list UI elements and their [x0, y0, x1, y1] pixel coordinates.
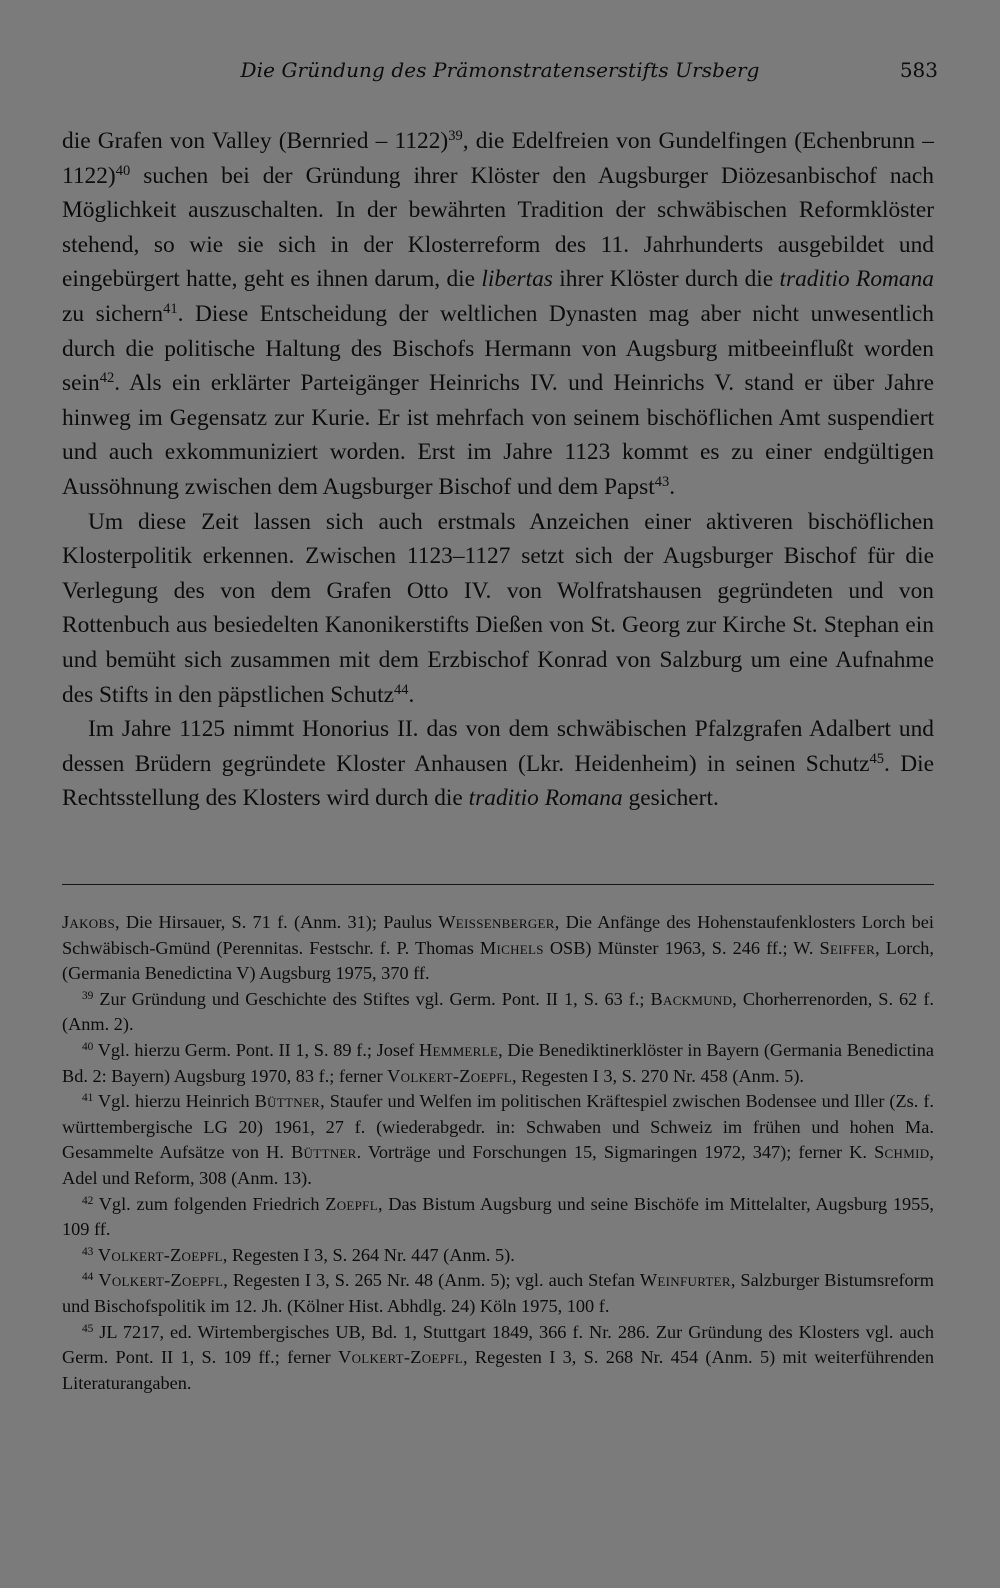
text-run: suchen bei der Gründung ihrer Klöster den Augsburger Diözesanbischof nach Möglichkeit auszuschalten. In der bewährten Tradition der schwäbischen Reformklöster stehend, so wie sie sich in der Klosterreform des 11. Jahrhunderts ausgebildet und eingebürgert hatte, geht es ihnen darum, die: [62, 162, 934, 293]
text-run: Vgl. zum folgenden Friedrich: [93, 1193, 326, 1214]
text-run: gesichert.: [622, 785, 719, 812]
italic-term: traditio Romana: [779, 266, 934, 293]
text-run: Vgl. hierzu Heinrich: [93, 1091, 255, 1112]
footnote-41: [62, 1089, 934, 1191]
text-run: , Regesten I 3, S. 270 Nr. 458 (Anm. 5).: [512, 1065, 804, 1086]
text-run: Vgl. hierzu Germ. Pont. II 1, S. 89 f.; Josef: [93, 1039, 419, 1060]
paragraph: [62, 712, 934, 816]
footnote-number: 43: [82, 1245, 94, 1258]
text-run: . Die Rechtsstellung des Klosters wird durch die: [62, 750, 934, 812]
text-run: , Die Benediktinerklöster in Bayern (Germania Benedictina Bd. 2: Bayern) Augsburg 1970, 83 f.; ferner: [62, 1039, 934, 1086]
footnote-ref-41[interactable]: 41: [163, 301, 178, 317]
footnote-separator: [62, 884, 934, 885]
running-head: [62, 58, 938, 88]
text-run: , Regesten I 3, S. 268 Nr. 454 (Anm. 5) mit weiterführenden Literaturangaben.: [62, 1347, 935, 1393]
footnote-ref-40[interactable]: 40: [115, 162, 131, 179]
running-title: Die Gründung des Prämonstratenserstifts Ursberg: [240, 58, 760, 82]
text-run: .: [408, 681, 415, 708]
footnote-ref-44[interactable]: 44: [393, 681, 409, 698]
author-name: Michels: [479, 937, 544, 958]
text-run: .: [669, 473, 676, 500]
text-run: zu sichern: [62, 300, 164, 327]
text-run: JL 7217, ed. Wirtembergisches UB, Bd. 1, Stuttgart 1849, 366 f. Nr. 286. Zur Gründung des Klosters vgl. auch Germ. Pont. II 1, S. 109 ff.; ferner: [62, 1321, 934, 1368]
text-run: , Adel und Reform, 308 (Anm. 13).: [62, 1142, 934, 1188]
author-name: Volkert-Zoepfl: [338, 1347, 463, 1368]
author-name: Büttner: [254, 1091, 321, 1112]
text-run: . Diese Entscheidung der weltlichen Dynasten mag aber nicht unwesentlich durch die politische Haltung des Bischofs Hermann von Augsburg mitbeeinflußt worden sein: [62, 300, 934, 397]
text-run: , Die Anfänge des Hohenstaufenklosters Lorch bei Schwäbisch-Gmünd (Perennitas. Festschr. f. P. Thomas: [62, 912, 934, 958]
author-name: Hemmerle: [418, 1039, 499, 1060]
footnote-39: [62, 987, 934, 1038]
footnote-number: 45: [82, 1322, 94, 1335]
author-name: Jakobs: [62, 912, 115, 932]
footnote-42: [62, 1192, 934, 1243]
footnote-number: 40: [82, 1040, 94, 1053]
text-run: , die Edelfreien von Gundelfingen (Echenbrunn – 1122): [62, 128, 935, 189]
footnotes: [62, 910, 934, 1396]
paragraph: [62, 505, 934, 713]
footnote-43: [62, 1243, 934, 1269]
footnote-40: [62, 1038, 934, 1089]
text-run: die Grafen von Valley (Bernried – 1122): [62, 128, 449, 154]
footnote-number: 44: [82, 1271, 94, 1284]
footnote-45: [62, 1320, 934, 1397]
footnote-number: 41: [82, 1091, 94, 1104]
footnote-ref-45[interactable]: 45: [869, 750, 884, 767]
text-run: , Staufer und Welfen im politischen Kräftespiel zwischen Bodensee und Iller (Zs. f. württembergische LG 20) 1961, 27 f. (wiederabgedr. in: Schwaben und Schweiz im frühen und hohen Ma. Gesammelte Aufsätze von H.: [62, 1091, 934, 1163]
footnote-number: 42: [82, 1194, 94, 1207]
footnote-ref-39[interactable]: 39: [448, 128, 463, 145]
italic-term: traditio Romana: [468, 785, 623, 812]
footnote-44: [62, 1268, 934, 1319]
text-run: , Die Hirsauer, S. 71 f. (Anm. 31); Paulus: [114, 912, 439, 932]
text-run: . Als ein erklärter Parteigänger Heinrichs IV. und Heinrichs V. stand er über Jahre hinweg im Gegensatz zur Kurie. Er ist mehrfach von seinem bischöflichen Amt suspendiert und auch exkommuniziert worden. Erst im Jahre 1123 kommt es zu einer endgültigen Aussöhnung zwischen dem Augsburger Bischof und dem Papst: [62, 370, 934, 500]
text-run: , Regesten I 3, S. 265 Nr. 48 (Anm. 5); vgl. auch Stefan: [223, 1270, 640, 1291]
paragraph: [62, 124, 934, 505]
author-name: Seiffer: [819, 937, 876, 958]
text-run: OSB) Münster 1963, S. 246 ff.; W.: [543, 937, 820, 958]
text-run: , Regesten I 3, S. 264 Nr. 447 (Anm. 5).: [222, 1244, 515, 1265]
footnote-continuation: [62, 910, 934, 987]
text-run: , Lorch, (Germania Benedictina V) Augsburg 1975, 370 ff.: [62, 937, 935, 984]
text-run: Um diese Zeit lassen sich auch erstmals Anzeichen einer aktiveren bischöflichen Klosterpolitik erkennen. Zwischen 1123–1127 setzt sich der Augsburger Bischof für die Verlegung des von dem Grafen Otto IV. von Wolfratshausen gegründeten und von Rottenbuch aus besiedelten Kanonikerstifts Dießen von St. Georg zur Kirche St. Stephan ein und bemüht sich zusammen mit dem Erzbischof Konrad von Salzburg um eine Aufnahme des Stifts in den päpstlichen Schutz: [62, 508, 934, 708]
footnote-number: 39: [82, 989, 94, 1002]
text-run: ihrer Klöster durch die: [552, 266, 780, 293]
author-name: Volkert-Zoepfl: [97, 1244, 223, 1265]
text-run: , Chorherrenorden, S. 62 f. (Anm. 2).: [62, 988, 934, 1035]
text-run: , Salzburger Bistumsreform und Bischofspolitik im 12. Jh. (Kölner Hist. Abhdlg. 24) Köln 1975, 100 f.: [62, 1270, 934, 1316]
italic-term: libertas: [481, 266, 553, 293]
footnote-ref-43[interactable]: 43: [654, 473, 670, 490]
author-name: Schmid: [874, 1142, 930, 1163]
text-run: Zur Gründung und Geschichte des Stiftes vgl. Germ. Pont. II 1, S. 63 f.;: [93, 988, 651, 1009]
author-name: Zoepfl: [325, 1193, 378, 1214]
text-run: . Vorträge und Forschungen 15, Sigmaringen 1972, 347); ferner K.: [356, 1142, 875, 1163]
author-name: Volkert-Zoepfl: [387, 1065, 513, 1086]
author-name: Büttner: [291, 1142, 357, 1163]
author-name: Backmund: [650, 988, 733, 1009]
author-name: Weissenberger: [438, 912, 555, 932]
footnote-ref-42[interactable]: 42: [99, 370, 115, 387]
author-name: Weinfurter: [639, 1270, 731, 1291]
main-text: [62, 124, 934, 816]
author-name: Volkert-Zoepfl: [98, 1270, 224, 1291]
text-run: Im Jahre 1125 nimmt Honorius II. das von dem schwäbischen Pfalzgrafen Adalbert und dessen Brüdern gegründete Kloster Anhausen (Lkr. Heidenheim) in seinen Schutz: [62, 716, 934, 777]
text-run: , Das Bistum Augsburg und seine Bischöfe im Mittelalter, Augsburg 1955, 109 ff.: [62, 1193, 934, 1240]
page-number: 583: [899, 58, 938, 82]
